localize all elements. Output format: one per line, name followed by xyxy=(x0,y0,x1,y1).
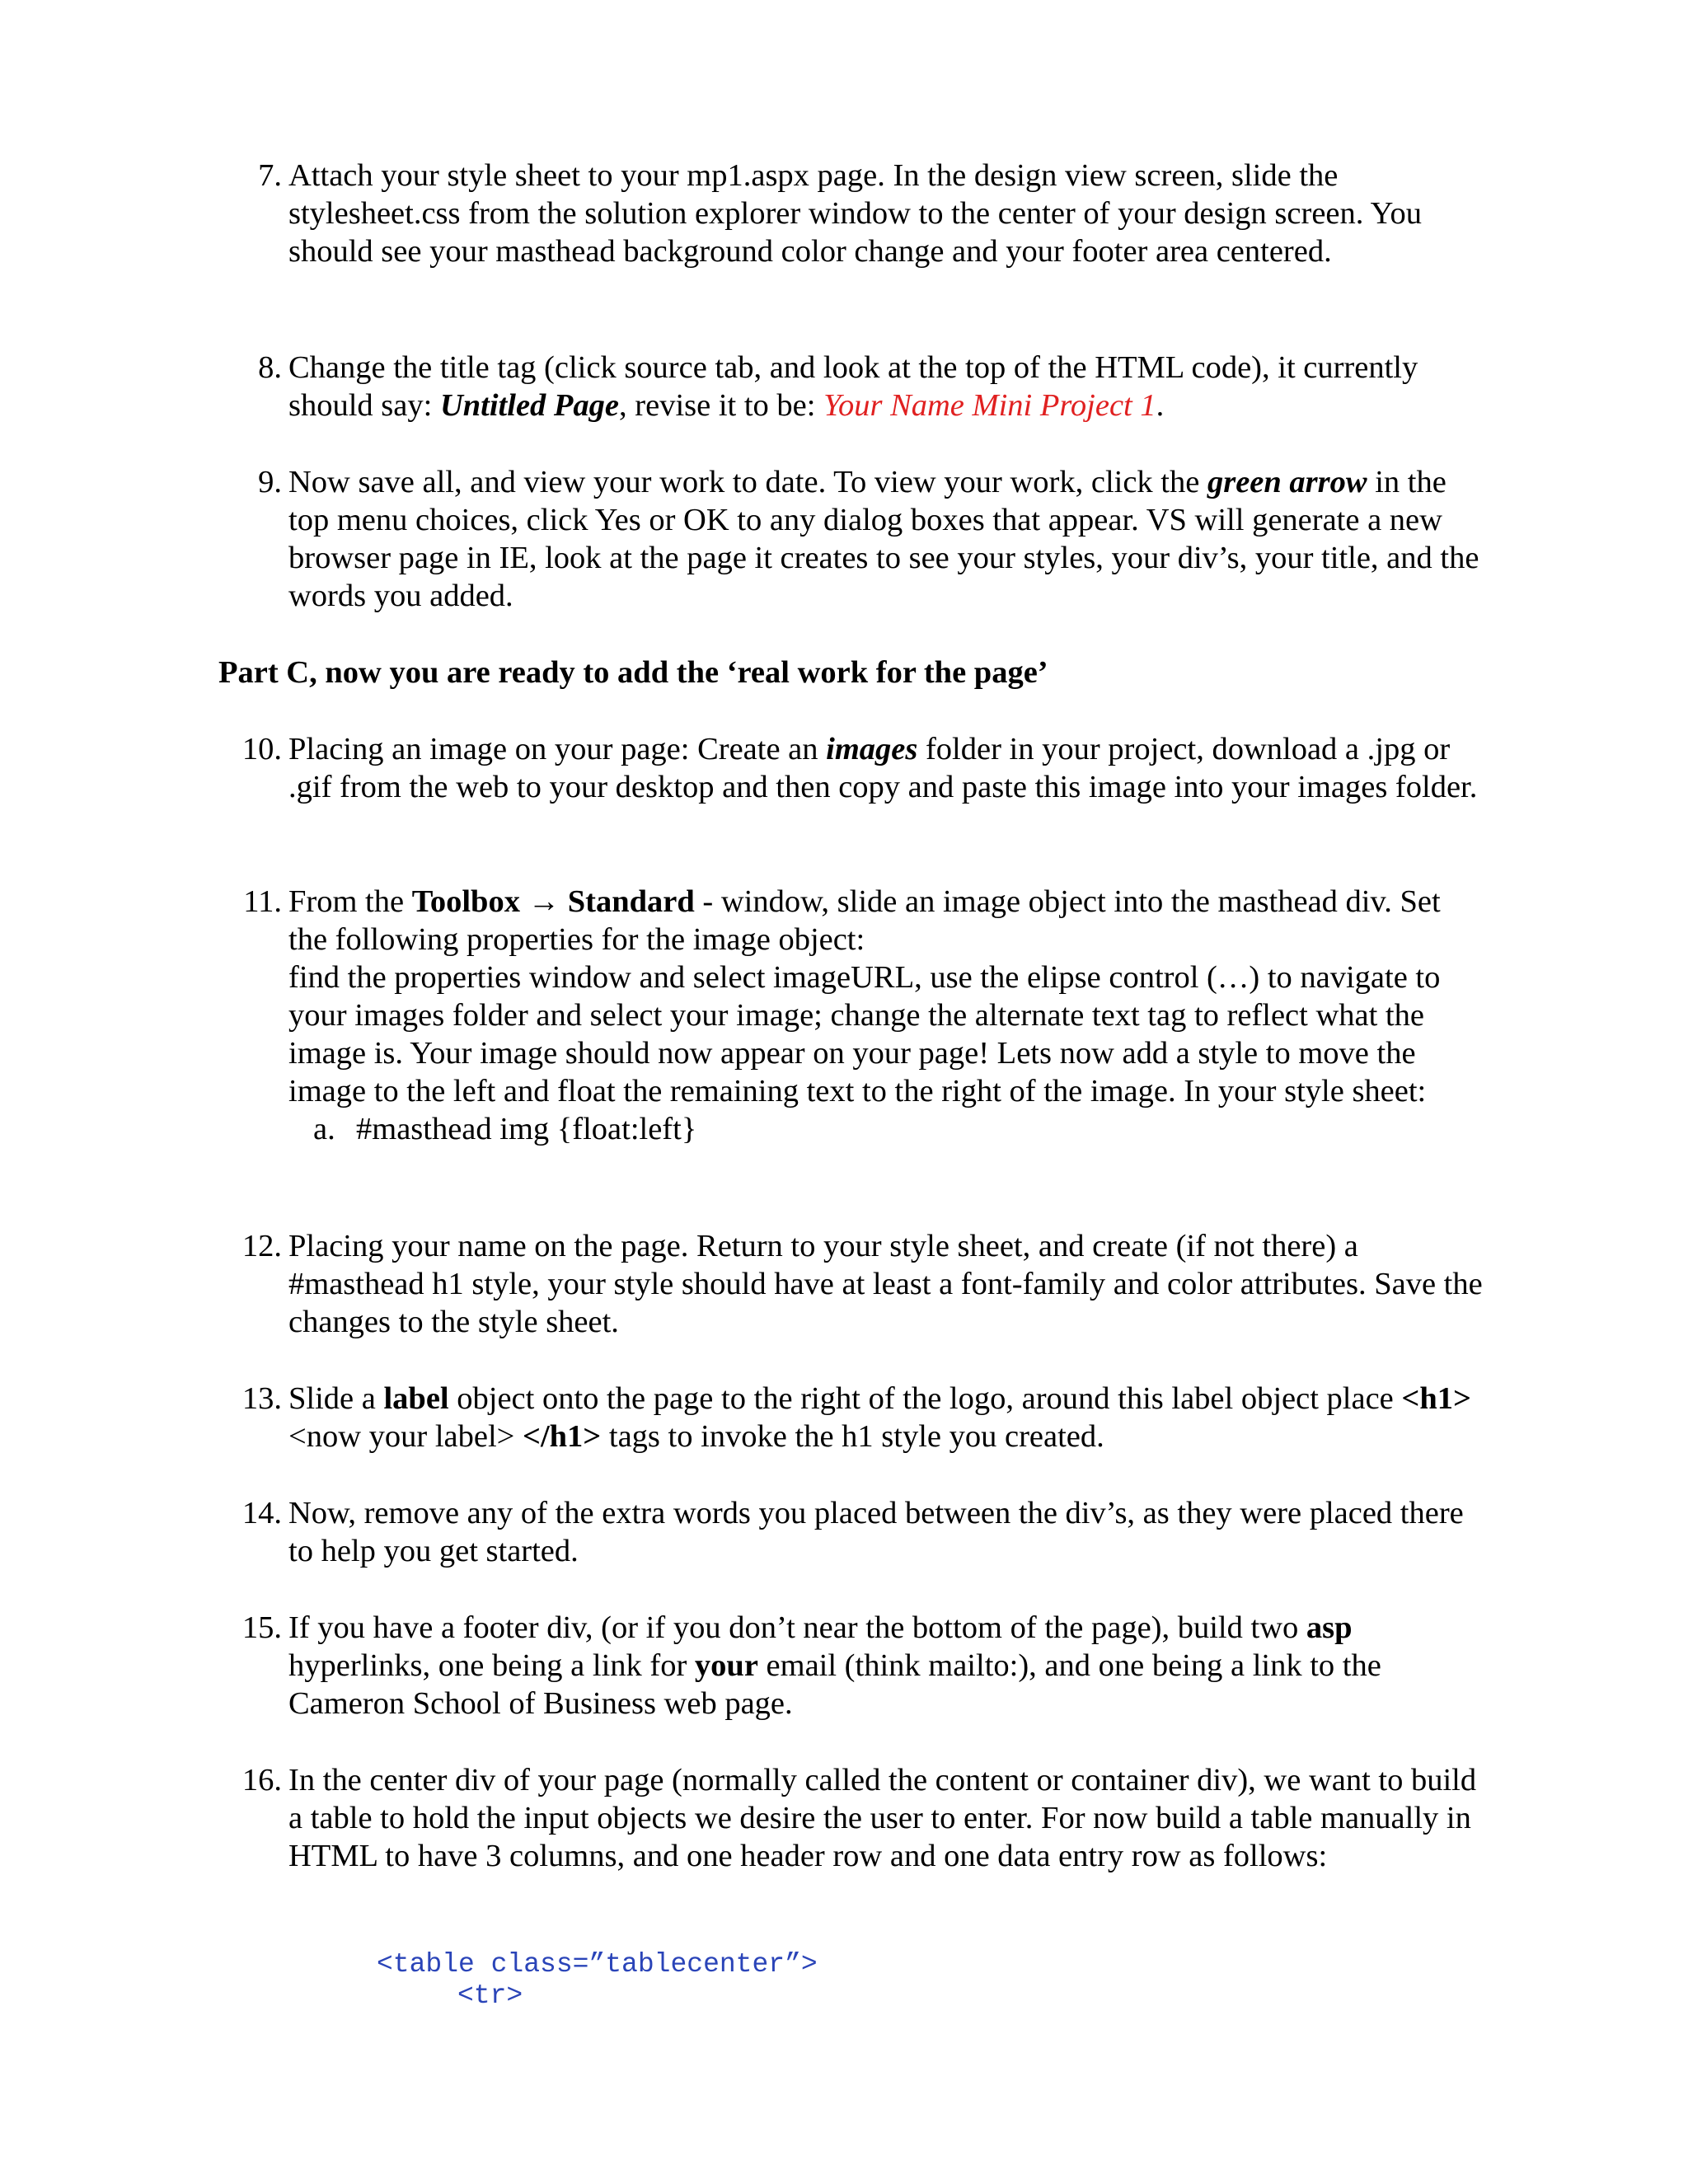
emphasis-text: Untitled Page xyxy=(439,388,620,423)
item-number: 7. xyxy=(258,158,282,193)
item-text: folder in your project, download a .jpg or .gif from the web to your desktop and then copy and paste this image into your images folder. xyxy=(288,732,1478,804)
list-item-13 xyxy=(241,1380,1484,1455)
item-number: 12. xyxy=(241,1229,282,1263)
bold-text: label xyxy=(383,1381,449,1416)
list-item-11 xyxy=(243,883,1484,1148)
item-text: Placing your name on the page. Return to your style sheet, and create (if not there) a #masthead h1 style, your style should have at least a font-family and color attributes. Save the changes to the style sheet. xyxy=(288,1229,1483,1339)
item-number: 10. xyxy=(241,732,282,766)
list-item-9 xyxy=(258,463,1484,615)
item-text: Attach your style sheet to your mp1.aspx page. In the design view screen, slide the stylesheet.css from the solution explorer window to the center of your design screen. You should see your masthead background color change and your footer area centered. xyxy=(288,158,1423,269)
item-text: Now save all, and view your work to date. To view your work, click the xyxy=(288,465,1207,499)
item-text: , revise it to be: xyxy=(619,388,824,423)
bold-text: <h1> xyxy=(1401,1381,1471,1416)
emphasis-text: images xyxy=(826,732,918,766)
emphasis-text: green arrow xyxy=(1207,465,1367,499)
item-text: tags to invoke the h1 style you created. xyxy=(601,1419,1104,1454)
list-item-7 xyxy=(258,157,1484,270)
item-text: Placing an image on your page: Create an xyxy=(288,732,827,766)
item-number: 11. xyxy=(243,884,282,919)
item-number: 13. xyxy=(241,1381,282,1416)
item-text: find the properties window and select imageURL, use the elipse control (…) to navigate to your images folder and select your image; change the alternate text tag to reflect what the image is. Your image should now appear on your page! Lets now add a style to move the image to the left and float the remaining text to the right of the image. In your style sheet: xyxy=(288,960,1441,1108)
bold-text: Toolbox → Standard xyxy=(411,884,695,919)
code-attr-value: ”tablecenter” xyxy=(588,1949,801,1980)
item-text: Change the title tag (click source tab, and look at the top of the HTML code), it currently should say: xyxy=(288,350,1418,423)
code-line-tr: <tr> xyxy=(457,1980,523,2011)
sub-item xyxy=(288,1110,1484,1148)
item-text: Now, remove any of the extra words you placed between the div’s, as they were placed there to help you get started. xyxy=(288,1496,1464,1568)
list-item-12 xyxy=(241,1227,1484,1341)
item-text: hyperlinks, one being a link for xyxy=(288,1648,695,1683)
code-line-table xyxy=(377,1949,818,1980)
item-text: . xyxy=(1156,388,1165,423)
list-item-15 xyxy=(241,1609,1484,1722)
item-number: 9. xyxy=(258,465,282,499)
list-item-8 xyxy=(258,349,1484,424)
item-text: email (think mailto:), and one being a link to the Cameron School of Business web page. xyxy=(288,1648,1381,1721)
bold-text: your xyxy=(694,1648,758,1683)
sub-item-letter: a. xyxy=(313,1112,335,1146)
code-tag-end: > xyxy=(800,1949,818,1980)
bold-text: </h1> xyxy=(523,1419,602,1454)
code-tag: <table class= xyxy=(377,1949,589,1980)
section-heading-part-c: Part C, now you are ready to add the ‘real work for the page’ xyxy=(218,655,1048,690)
red-emphasis-text: Your Name Mini Project 1 xyxy=(823,388,1156,423)
item-number: 8. xyxy=(258,350,282,385)
item-text: <now your label> xyxy=(288,1419,523,1454)
item-text: object onto the page to the right of the logo, around this label object place xyxy=(448,1381,1402,1416)
item-text: - window, slide an image object into the masthead div. Set the following properties for the image object: xyxy=(288,884,1441,957)
item-text: From the xyxy=(288,884,412,919)
item-number: 15. xyxy=(241,1610,282,1645)
item-text: In the center div of your page (normally called the content or container div), we want to build a table to hold the input objects we desire the user to enter. For now build a table manually in HTML to have 3 columns, and one header row and one data entry row as follows: xyxy=(288,1763,1477,1873)
item-number: 14. xyxy=(241,1496,282,1530)
sub-item-text: #masthead img {float:left} xyxy=(356,1112,697,1146)
list-item-10 xyxy=(241,730,1484,806)
item-text: in the top menu choices, click Yes or OK to any dialog boxes that appear. VS will generate a new browser page in IE, look at the page it creates to see your styles, your div’s, your title, and the words you added. xyxy=(288,465,1479,613)
item-text: Slide a xyxy=(288,1381,384,1416)
list-item-14 xyxy=(241,1494,1484,1570)
bold-text: asp xyxy=(1306,1610,1353,1645)
item-text: If you have a footer div, (or if you don’t near the bottom of the page), build two xyxy=(288,1610,1306,1645)
list-item-16 xyxy=(241,1761,1484,1875)
item-number: 16. xyxy=(241,1763,282,1797)
